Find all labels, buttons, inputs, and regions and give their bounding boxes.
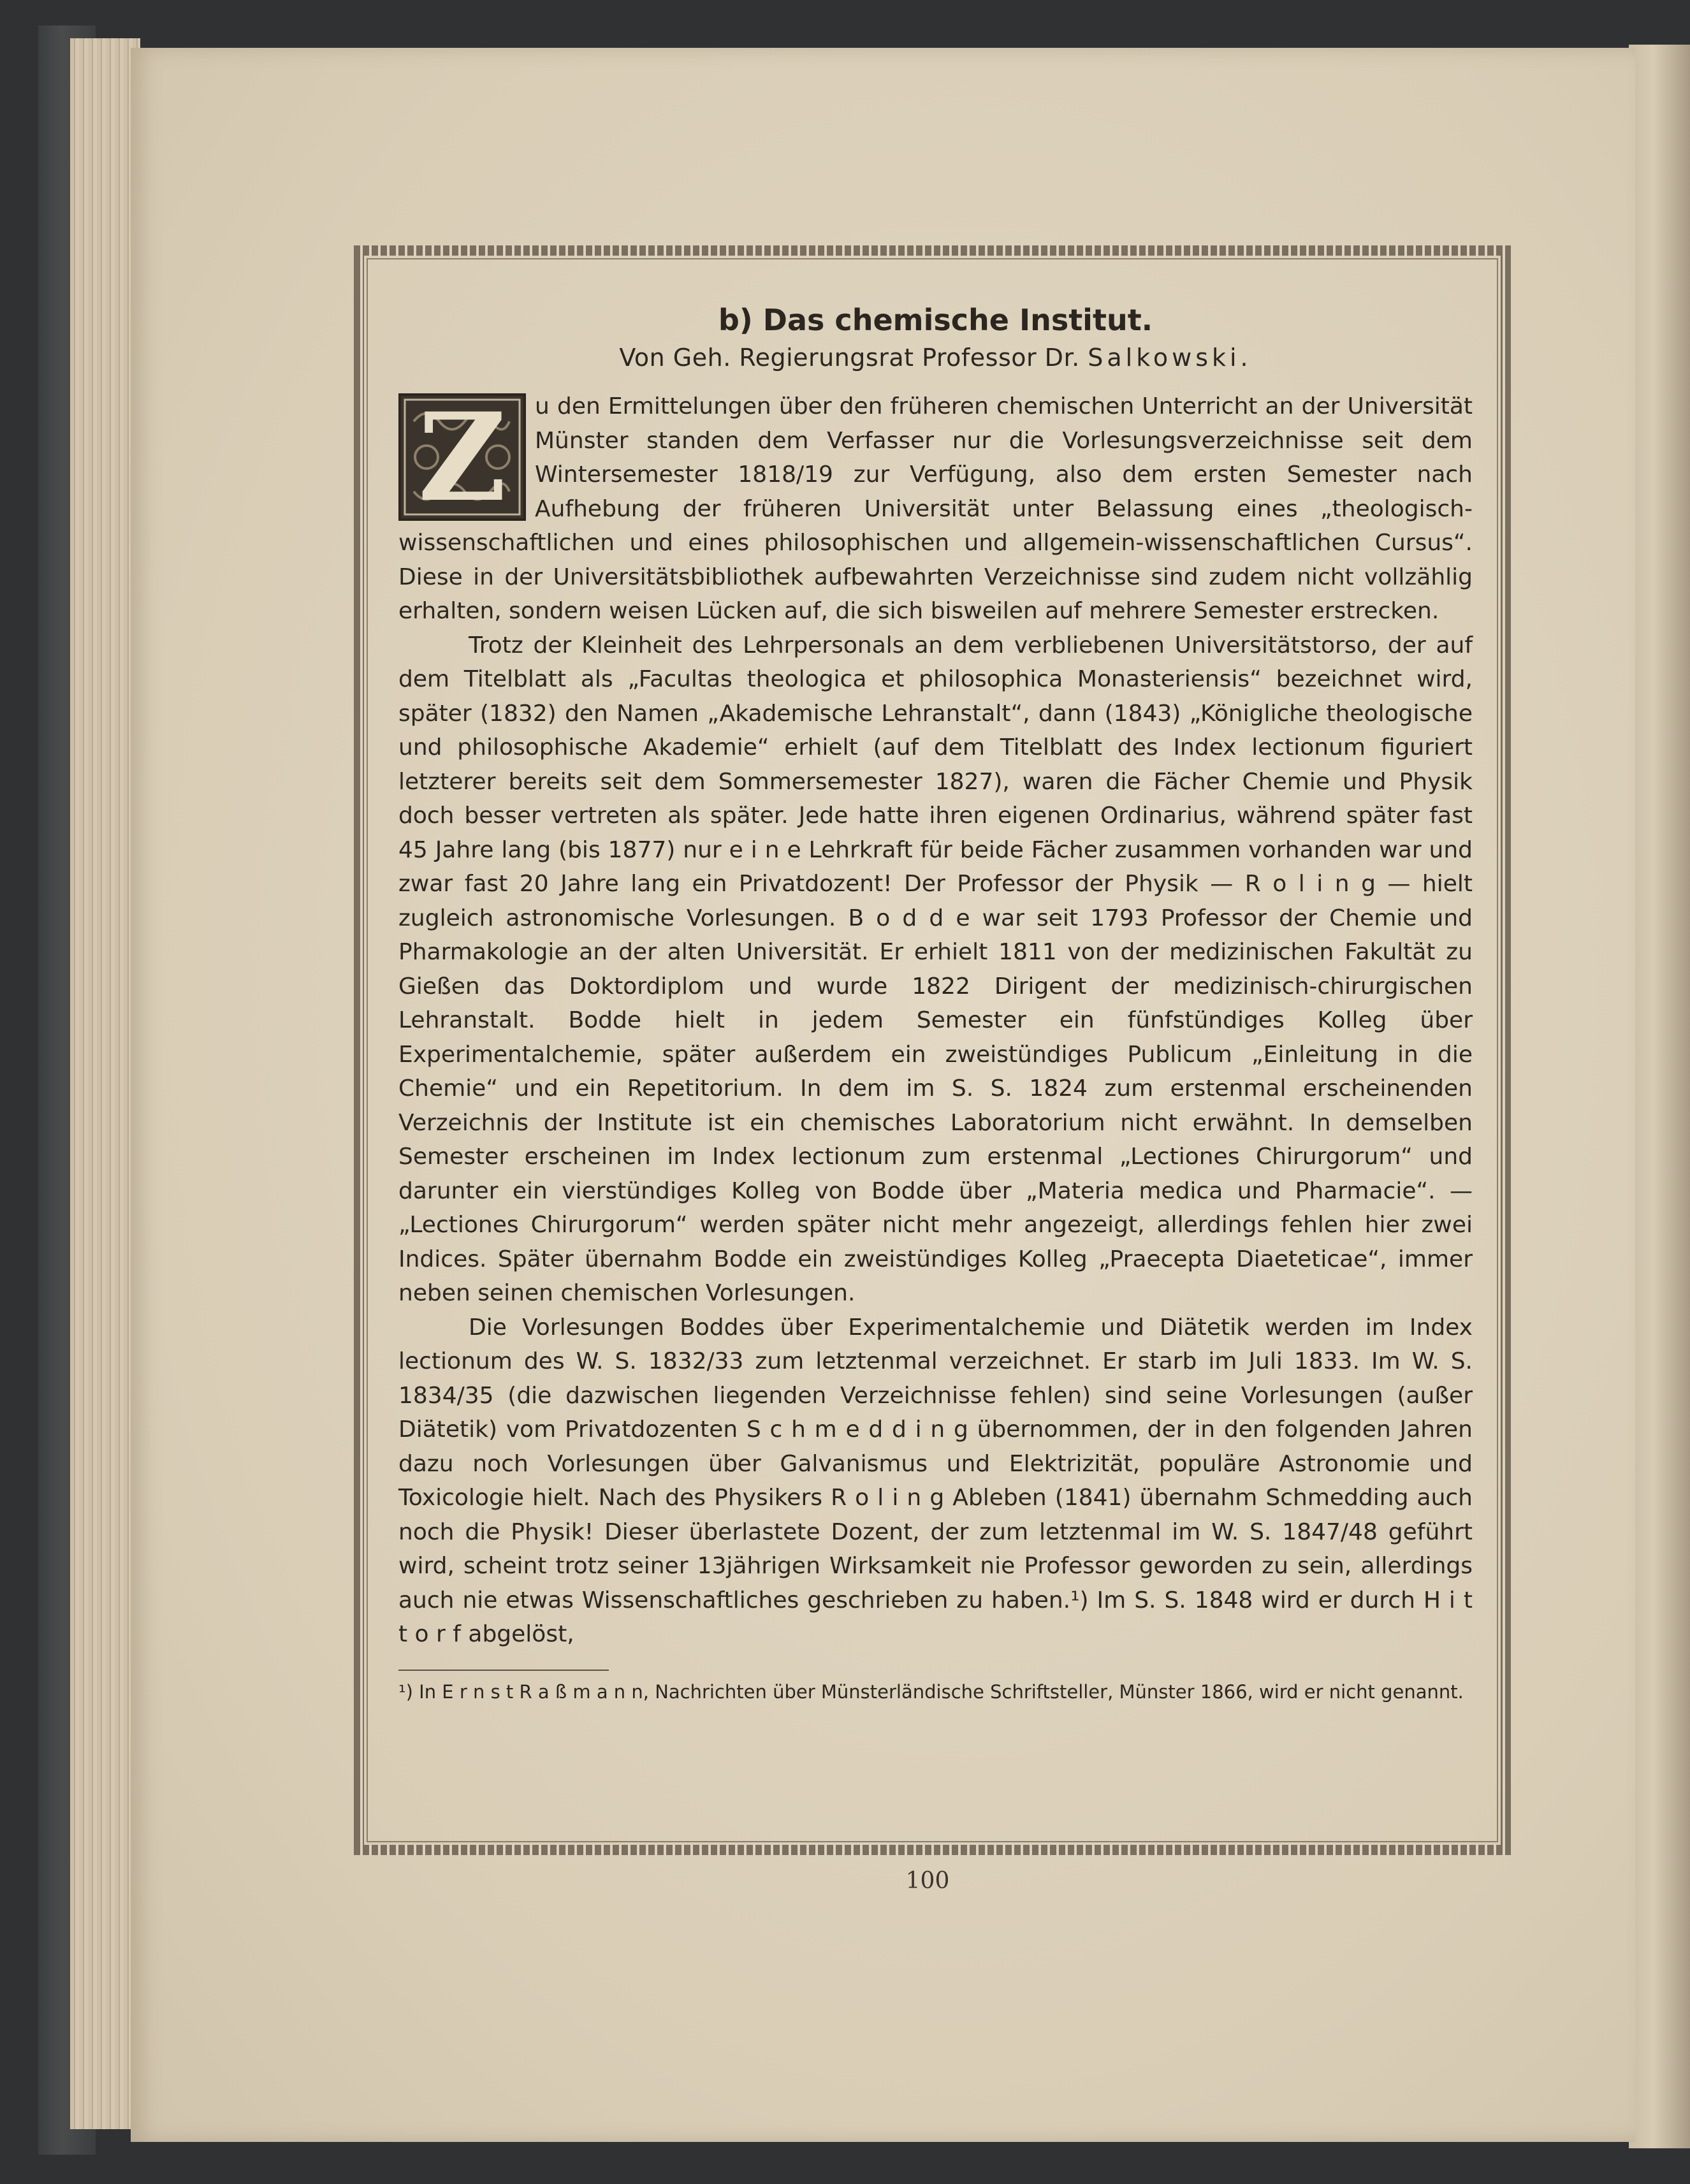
page-number: 100 [905, 1868, 950, 1894]
footnote: ¹) In E r n s t R a ß m a n n, Nachrichten über Münsterländische Schriftsteller, Münster 1866, wird er nicht genannt. [398, 1680, 1464, 1703]
section-title: b) Das chemische Institut. [718, 303, 1153, 337]
decorated-initial [398, 386, 526, 528]
author-name: Salkowski. [1088, 344, 1252, 372]
paragraph: u den Ermittelungen über den früheren chemischen Unterricht an der Universität Münster standen dem Verfasser nur die Vorlesungsverzeichnisse seit dem Wintersemester 1818/19 zur Verfügung, also dem ersten Semester nach Aufhebung der früheren Universität unter Belassung eines „theologisch-wissenschaftlichen und eines philosophischen und allgemein-wissenschaftlichen Cursus“. Diese in der Universitätsbibliothek aufbewahrten Verzeichnisse sind zudem nicht vollzählig erhalten, sondern weisen Lücken auf, die sich bisweilen auf mehrere Semester erstrecken. [398, 393, 1473, 624]
footnote-divider [398, 1670, 609, 1671]
paragraph: Trotz der Kleinheit des Lehrpersonals an dem verbliebenen Universitätstorso, der auf dem Titelblatt als „Facultas theologica et philosophica Monasteriensis“ bezeichnet wird, später (1832) den Namen „Akademische Lehranstalt“, dann (1843) „Königliche theologische und philosophische Akademie“ erhielt (auf dem Titelblatt des Index lectionum figuriert letzterer bereits seit dem Sommersemester 1827), waren die Fächer Chemie und Physik doch besser vertreten als später. Jede hatte ihren eigenen Ordinarius, während später fast 45 Jahre lang (bis 1877) nur e i n e Lehrkraft für beide Fächer zusammen vorhanden war und zwar fast 20 Jahre lang ein Privatdozent! Der Professor der Physik — R o l i n g — hielt zugleich astronomische Vorlesungen. B o d d e war seit 1793 Professor der Chemie und Pharmakologie an der alten Universität. Er erhielt 1811 von der medizinischen Fakultät zu Gießen das Doktordiplom und wurde 1822 Dirigent der medizinisch-chirurgischen Lehranstalt. Bodde hielt in jedem Semester ein fünfstündiges Kolleg über Experimentalchemie, später außerdem ein zweistündiges Publicum „Einleitung in die Chemie“ und ein Repetitorium. In dem im S. S. 1824 zum erstenmal erscheinenden Verzeichnis der Institute ist ein chemisches Laboratorium nicht erwähnt. In demselben Semester erscheinen im Index lectionum zum erstenmal „Lectiones Chirurgorum“ und darunter ein vierstündiges Kolleg von Bodde über „Materia medica und Pharmacie“. — „Lectiones Chirurgorum“ werden später nicht mehr angezeigt, allerdings fehlen hier zwei Indices. Später übernahm Bodde ein zweistündiges Kolleg „Praecepta Diaeteticae“, immer neben seinen chemischen Vorlesungen. [398, 632, 1473, 1306]
text-block [398, 290, 1473, 1706]
page-edges-left [70, 38, 140, 2129]
paragraph: Die Vorlesungen Boddes über Experimentalchemie und Diätetik werden im Index lectionum des W. S. 1832/33 zum letztenmal verzeichnet. Er starb im Juli 1833. Im W. S. 1834/35 (die dazwischen liegenden Verzeichnisse fehlen) sind seine Vorlesungen (außer Diätetik) vom Privatdozenten S c h m e d d i n g übernommen, der in den folgenden Jahren dazu noch Vorlesungen über Galvanismus und Elektrizität, populäre Astronomie und Toxicologie hielt. Nach des Physikers R o l i n g Ableben (1841) übernahm Schmedding auch noch die Physik! Dieser überlastete Dozent, der zum letztenmal im W. S. 1847/48 geführt wird, scheint trotz seiner 13jährigen Wirksamkeit nie Professor geworden zu sein, allerdings auch nie etwas Wissenschaftliches geschrieben zu haben.¹) Im S. S. 1848 wird er durch H i t t o r f abgelöst, [398, 1314, 1473, 1647]
author-byline [398, 344, 1473, 372]
page-edges-right [1629, 45, 1690, 2148]
initial-letter: Z [418, 386, 507, 528]
byline-prefix: Von Geh. Regierungsrat Professor Dr. [619, 344, 1088, 372]
